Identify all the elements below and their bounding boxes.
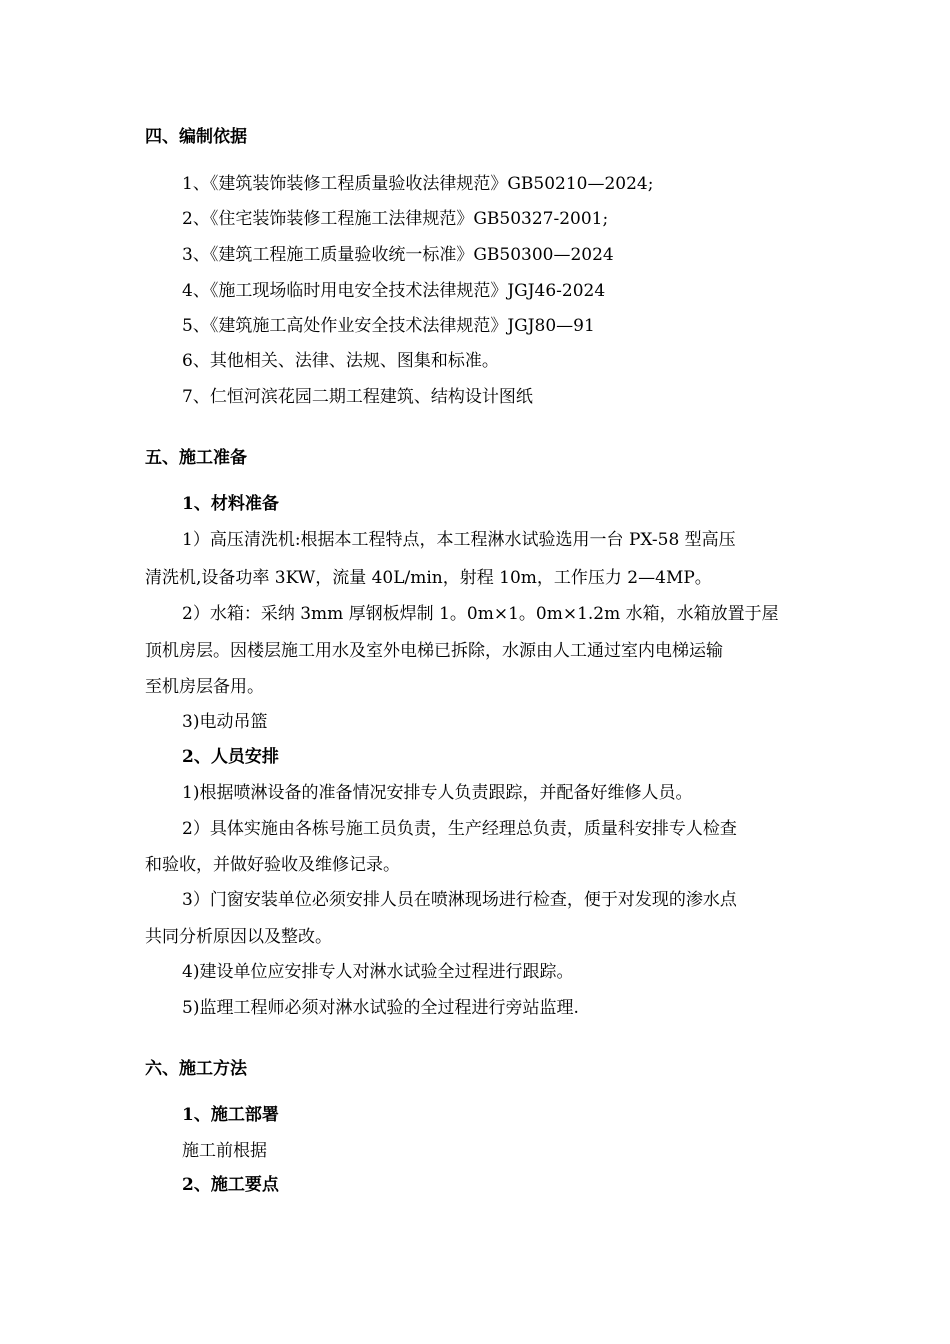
staffing-para-2-line-1: 2）具体实施由各栋号施工员负责，生产经理总负责，质量科安排专人检查 (182, 819, 737, 839)
staffing-para-5: 5)监理工程师必须对淋水试验的全过程进行旁站监理. (182, 998, 579, 1018)
section-5-heading: 五、施工准备 (145, 448, 247, 468)
deployment-para-1: 施工前根据 (182, 1141, 267, 1161)
reference-item-7: 7、仁恒河滨花园二期工程建筑、结构设计图纸 (182, 387, 533, 407)
reference-item-5: 5、《建筑施工高处作业安全技术法律规范》JGJ80—91 (182, 316, 595, 336)
reference-item-6: 6、其他相关、法律、法规、图集和标准。 (182, 351, 499, 371)
materials-para-3: 3)电动吊篮 (182, 712, 268, 732)
deployment-subheading: 1、施工部署 (182, 1105, 279, 1125)
staffing-para-2-line-2: 和验收，并做好验收及维修记录。 (145, 855, 400, 875)
staffing-para-1: 1)根据喷淋设备的准备情况安排专人负责跟踪，并配备好维修人员。 (182, 783, 693, 803)
materials-para-2-line-2: 顶机房层。因楼层施工用水及室外电梯已拆除，水源由人工通过室内电梯运输 (145, 641, 723, 661)
staffing-para-4: 4)建设单位应安排专人对淋水试验全过程进行跟踪。 (182, 962, 574, 982)
reference-item-1: 1、《建筑装饰装修工程质量验收法律规范》GB50210—2024; (182, 174, 654, 194)
section-4-heading: 四、编制依据 (145, 127, 247, 147)
staffing-para-3-line-2: 共同分析原因以及整改。 (145, 927, 332, 947)
materials-para-1-line-2: 清洗机,设备功率 3KW，流量 40L/min，射程 10m，工作压力 2—4MP。 (145, 568, 712, 588)
key-points-subheading: 2、施工要点 (182, 1175, 279, 1195)
staffing-para-3-line-1: 3）门窗安装单位必须安排人员在喷淋现场进行检查，便于对发现的渗水点 (182, 890, 737, 910)
materials-para-1-line-1: 1）高压清洗机:根据本工程特点，本工程淋水试验选用一台 PX-58 型高压 (182, 530, 736, 550)
materials-para-2-line-1: 2）水箱：采纳 3mm 厚钢板焊制 1。0m×1。0m×1.2m 水箱，水箱放置于屋 (182, 604, 779, 624)
staffing-subheading: 2、人员安排 (182, 747, 279, 767)
materials-subheading: 1、材料准备 (182, 494, 279, 514)
reference-item-2: 2、《住宅装饰装修工程施工法律规范》GB50327-2001; (182, 209, 609, 229)
reference-item-4: 4、《施工现场临时用电安全技术法律规范》JGJ46-2024 (182, 281, 606, 301)
materials-para-2-line-3: 至机房层备用。 (145, 677, 264, 697)
section-6-heading: 六、施工方法 (145, 1059, 247, 1079)
reference-item-3: 3、《建筑工程施工质量验收统一标准》GB50300—2024 (182, 245, 614, 265)
